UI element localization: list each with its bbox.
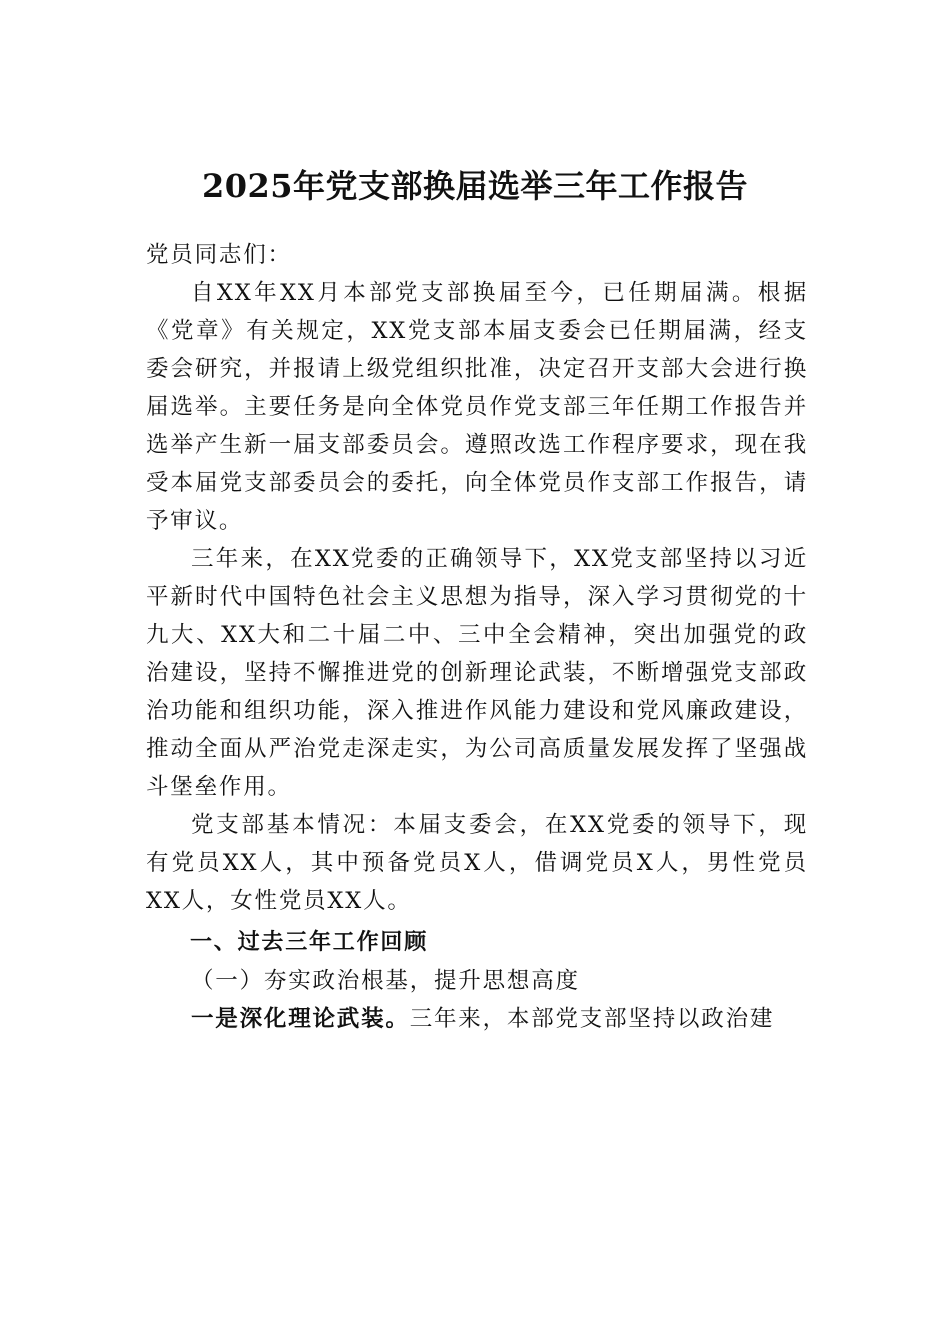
section-heading: 一、过去三年工作回顾 (190, 930, 429, 955)
paragraph-summary: 三年来，在XX党委的正确领导下，XX党支部坚持以习近平新时代中国特色社会主义思想为指导，深入学习贯彻党的十九大、XX大和二十届二中、三中全会精神，突出加强党的政治建设，坚持不懈推进党的创新理论武装，不断增强党支部政治功能和组织功能，深入推进作风能力建设和党风廉政建设，推动全面从严治党走深走实，为公司高质量发展发挥了坚强战斗堡垒作用。 (146, 546, 808, 800)
paragraph-basic-info: 党支部基本情况：本届支委会，在XX党委的领导下，现有党员XX人，其中预备党员X人，借调党员X人，男性党员XX人，女性党员XX人。 (146, 812, 808, 914)
salutation: 党员同志们： (146, 242, 292, 268)
paragraph-text: 三年来，本部党支部坚持以政治建 (409, 1006, 775, 1032)
paragraph-lead: 一是深化理论武装。 (191, 1006, 410, 1032)
paragraph-theory (146, 1000, 808, 1038)
subsection-heading: （一）夯实政治根基，提升思想高度 (191, 968, 580, 994)
document-body (146, 236, 808, 1038)
document-title: 2025年党支部换届选举三年工作报告 (201, 167, 749, 205)
paragraph-intro: 自XX年XX月本部党支部换届至今，已任期届满。根据《党章》有关规定，XX党支部本届支委会已任期届满，经支委会研究，并报请上级党组织批准，决定召开支部大会进行换届选举。主要任务是向全体党员作党支部三年任期工作报告并选举产生新一届支部委员会。遵照改选工作程序要求，现在我受本届党支部委员会的委托，向全体党员作支部工作报告，请予审议。 (146, 280, 808, 534)
